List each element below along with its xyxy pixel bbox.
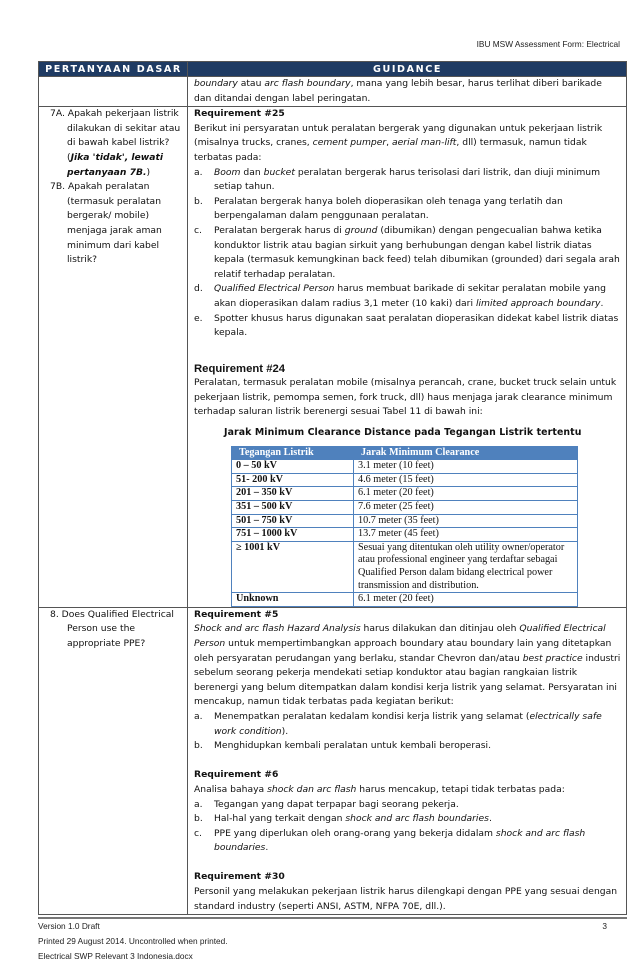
requirement-5-list — [194, 710, 621, 754]
requirement-24-title: Requirement #24 — [194, 362, 286, 375]
table-row — [232, 487, 578, 501]
text-segment: Menghidupkan kembali peralatan untuk kembali beroperasi. — [214, 740, 491, 752]
table-row — [232, 541, 578, 592]
text-segment: ground — [344, 224, 378, 236]
text-segment: best practice — [522, 652, 583, 664]
voltage-cell: 201 – 350 kV — [232, 487, 354, 501]
question-cell-7 — [39, 107, 188, 608]
list-item — [194, 195, 621, 224]
page-footer — [38, 917, 627, 963]
list-item — [194, 282, 621, 311]
text-segment: limited approach boundary — [475, 297, 601, 309]
question-cell-empty — [39, 77, 188, 107]
guidance-cell-7 — [188, 107, 627, 608]
guidance-cell-continued — [188, 77, 627, 107]
text-segment: Analisa bahaya — [194, 783, 268, 795]
requirement-6-intro — [194, 783, 621, 798]
clearance-cell: 7.6 meter (25 feet) — [354, 501, 578, 515]
text-segment: . — [265, 842, 269, 854]
column-header-question: PERTANYAAN DASAR — [39, 62, 188, 77]
text-segment: aerial man-lift — [392, 137, 457, 149]
requirement-24-body: Peralatan, termasuk peralatan mobile (misalnya perancah, crane, bucket truck selain untuk pekerjaan listrik, pemompa semen, fork truck, dll) haus menjaga jarak clearance minimum terhadap saluran listrik berenergi sesuai Tabel 11 di bawah ini: — [194, 377, 617, 418]
clearance-table — [231, 446, 578, 607]
text-segment: Tegangan yang dapat terpapar bagi seorang pekerja. — [214, 798, 459, 810]
table-row — [232, 473, 578, 487]
text-segment: bucket — [263, 166, 295, 178]
text-segment: arc flash boundary — [264, 78, 351, 89]
list-marker: b. — [194, 740, 203, 752]
list-marker: b. — [194, 813, 203, 825]
list-marker: c. — [194, 827, 202, 839]
text-segment: Qualified Electrical Person — [214, 283, 335, 295]
list-item — [194, 166, 621, 195]
table-row — [232, 593, 578, 607]
table-row — [232, 501, 578, 515]
list-marker: b. — [194, 195, 203, 207]
text-segment: harus mencakup, tetapi tidak terbatas pada: — [356, 783, 565, 795]
list-item — [194, 739, 621, 754]
column-header-voltage: Tegangan Listrik — [232, 446, 354, 460]
text-segment: boundary — [194, 78, 238, 89]
column-header-clearance: Jarak Minimum Clearance — [354, 446, 578, 460]
text-segment: peralatan bergerak harus terisolasi dari listrik, dan diuji minimum setiap tahun. — [214, 166, 601, 193]
voltage-cell: 351 – 500 kV — [232, 501, 354, 515]
text-segment: Menempatkan peralatan kedalam kondisi kerja listrik yang selamat ( — [214, 710, 530, 722]
clearance-cell: 4.6 meter (15 feet) — [354, 473, 578, 487]
column-header-guidance: GUIDANCE — [188, 62, 627, 77]
question-8: 8. Does Qualified Electrical Person use the appropriate PPE? — [50, 608, 174, 649]
clearance-cell: 6.1 meter (20 feet) — [354, 593, 578, 607]
clearance-cell: 10.7 meter (35 feet) — [354, 514, 578, 528]
text-segment: cement pumper — [312, 137, 387, 149]
table-row-question-8 — [39, 607, 627, 914]
requirement-25-title: Requirement #25 — [194, 108, 285, 120]
list-marker: a. — [194, 166, 203, 178]
footer-first-line — [38, 919, 627, 934]
requirement-6-list — [194, 798, 621, 856]
requirement-30-title: Requirement #30 — [194, 871, 285, 883]
text-segment: Shock and arc flash Hazard Analysis — [194, 623, 361, 635]
list-item — [194, 812, 621, 827]
clearance-cell: 13.7 meter (45 feet) — [354, 528, 578, 542]
requirement-30-body: Personil yang melakukan pekerjaan listrik harus dilengkapi dengan PPE yang sesuai dengan standard industry (seperti ANSI, ASTM, NFPA 70E, dll.). — [194, 886, 618, 912]
footer-version: Version 1.0 Draft — [38, 921, 100, 932]
question-7a — [45, 107, 182, 180]
table-row-question-7 — [39, 107, 627, 608]
list-item — [194, 798, 621, 813]
list-marker: c. — [194, 224, 202, 236]
list-item — [194, 224, 621, 282]
page-number: 3 — [602, 921, 607, 932]
footer-printed: Printed 29 August 2014. Uncontrolled when printed. — [38, 936, 228, 947]
list-marker: e. — [194, 312, 203, 324]
voltage-cell: 51- 200 kV — [232, 473, 354, 487]
clearance-cell: Sesuai yang ditentukan oleh utility owner/operator atau professional engineer yang terdaftar sebagai Qualified Person dalam bidang electrical power transmission and distribution. — [354, 541, 578, 592]
text-segment: (dibumikan) dengan pengecualian bahwa ketika konduktor listrik atau bagian sirkuit yang berhubungan dengan kabel listrik diatas kepala (termasuk kemungkinan back feed) telah dibumikan (grounded) dari segala arah relatif terhadap peralatan. — [214, 224, 620, 280]
text-segment: Qualified Electrical Person — [194, 623, 606, 649]
text-segment: Peralatan bergerak harus di — [214, 224, 345, 236]
requirement-5-title: Requirement #5 — [194, 608, 279, 620]
text-segment: . — [488, 813, 492, 825]
voltage-cell: 0 – 50 kV — [232, 460, 354, 474]
voltage-cell: Unknown — [232, 593, 354, 607]
text-segment: Berikut ini persyaratan untuk peralatan bergerak yang digunakan untuk pekerjaan listrik (misalnya trucks, cranes, — [194, 122, 603, 149]
requirement-6-title: Requirement #6 — [194, 769, 279, 781]
text-segment: atau — [237, 78, 265, 89]
text-segment: . — [600, 297, 604, 309]
text-segment: , dll) termasuk, namun tidak terbatas pada: — [194, 137, 587, 163]
text-segment: PPE yang diperlukan oleh orang-orang yang bekerja didalam — [214, 827, 496, 839]
text-segment: harus membuat barikade di sekitar peralatan mobile yang akan dioperasikan dalam radius 3,1 meter (10 kaki) dari — [214, 283, 606, 309]
requirement-5-body — [194, 622, 621, 710]
text-segment: ) — [146, 166, 151, 178]
list-marker: a. — [194, 710, 203, 722]
clearance-cell: 3.1 meter (10 feet) — [354, 460, 578, 474]
text-segment: dan — [240, 166, 264, 178]
list-item — [194, 312, 621, 341]
text-segment: shock and arc flash boundaries — [345, 813, 489, 825]
text-segment: Hal-hal yang terkait dengan — [214, 813, 346, 825]
clearance-table-caption: Jarak Minimum Clearance Distance pada Tegangan Listrik tertentu — [224, 427, 582, 439]
list-marker: d. — [194, 283, 203, 295]
text-segment: electrically safe work condition — [214, 710, 602, 737]
text-segment: Peralatan bergerak hanya boleh dioperasikan oleh tenaga yang terlatih dan berpengalaman dalam penggunaan peralatan. — [214, 195, 563, 222]
question-7b: 7B. Apakah peralatan (termasuk peralatan bergerak/ mobile) menjaga jarak aman minimum dari kabel listrik? — [50, 181, 162, 266]
table-row — [232, 460, 578, 474]
guidance-cell-8 — [188, 607, 627, 914]
clearance-cell: 6.1 meter (20 feet) — [354, 487, 578, 501]
page-content — [38, 61, 627, 964]
list-marker: a. — [194, 798, 203, 810]
text-segment: industri sebelum seorang pekerja mendekati setiap konduktor atau bagian rangkaian listrik berenergi yang belum ditempatkan dalam kondisi kerja listrik yang selamat. Persyaratan ini mencakup, namun tidak terbatas pada kegiatan berikut: — [194, 652, 621, 708]
voltage-cell: 751 – 1000 kV — [232, 528, 354, 542]
question-cell-8 — [39, 607, 188, 914]
requirement-25-intro — [194, 122, 621, 166]
text-segment: shock dan arc flash — [267, 783, 357, 795]
text-segment: ). — [281, 725, 289, 737]
list-item — [194, 827, 621, 856]
footer-filename: Electrical SWP Relevant 3 Indonesia.docx — [38, 950, 193, 961]
table-row — [232, 528, 578, 542]
text-segment: Spotter khusus harus digunakan saat peralatan dioperasikan didekat kabel listrik diatas kepala. — [214, 312, 619, 339]
requirement-25-list — [194, 166, 621, 341]
voltage-cell: 501 – 750 kV — [232, 514, 354, 528]
form-title: IBU MSW Assessment Form: Electrical — [476, 39, 620, 49]
text-segment: , mana yang lebih besar, harus terlihat diberi barikade dan ditandai dengan label peringatan. — [194, 78, 602, 104]
text-segment: harus dilakukan dan ditinjau oleh — [360, 623, 520, 635]
text-segment: Boom — [214, 166, 241, 178]
text-segment-emphasis: Jika 'tidak', lewati pertanyaan 7B. — [67, 151, 164, 178]
table-header-row — [39, 62, 627, 77]
list-item — [194, 710, 621, 739]
text-segment: shock and arc flash boundaries — [214, 827, 586, 854]
assessment-table — [38, 61, 627, 915]
voltage-cell: ≥ 1001 kV — [232, 541, 354, 592]
text-segment: , — [386, 137, 393, 149]
table-row — [232, 514, 578, 528]
table-row — [39, 77, 627, 107]
text-segment: untuk mempertimbangkan approach boundary atau boundary lain yang ditetapkan oleh persyaratan perudangan yang berlaku, standar Chevron dan/atau — [194, 637, 612, 664]
text-segment: 7A. Apakah pekerjaan listrik dilakukan di sekitar atau di bawah kabel listrik? ( — [50, 108, 181, 163]
clearance-table-header — [232, 446, 578, 460]
